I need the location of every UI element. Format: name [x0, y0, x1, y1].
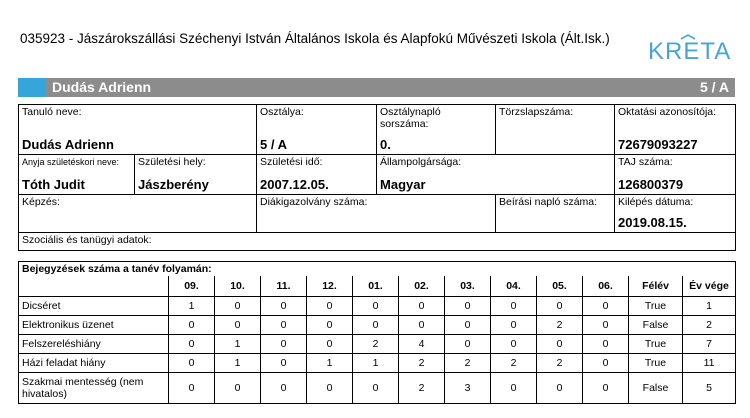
column-header: 09. [169, 276, 215, 297]
diary-no-value: 0. [380, 137, 391, 152]
table-cell: 0 [169, 373, 215, 404]
birthplace-label: Születési hely: [138, 156, 206, 168]
table-row [19, 373, 736, 404]
table-cell: 0 [261, 297, 307, 316]
table-cell: 0 [491, 297, 537, 316]
row-label: Házi feladat hiány [19, 354, 169, 373]
table-cell: 1 [215, 354, 261, 373]
table-cell: 5 [683, 373, 736, 404]
cell-birthplace [135, 155, 257, 195]
table-cell: 0 [353, 373, 399, 404]
class-value: 5 / A [260, 137, 287, 152]
diary-no-label: Osztálynapló sorszáma: [380, 106, 441, 130]
table-cell: 0 [445, 316, 491, 335]
birthdate-label: Születési idő: [260, 156, 323, 168]
table-cell: 0 [169, 316, 215, 335]
mother-value: Tóth Judit [22, 177, 85, 192]
table-cell: 0 [261, 354, 307, 373]
column-header: 11. [261, 276, 307, 297]
school-name: 035923 - Jászárokszállási Széchenyi István Általános Iskola és Alapfokú Művészeti Iskola (Ált.Isk.) [20, 31, 610, 46]
table-cell: 0 [353, 297, 399, 316]
cell-citizenship [377, 155, 615, 195]
cell-exit-date [615, 195, 736, 233]
table-row [19, 316, 736, 335]
column-header: 01. [353, 276, 399, 297]
table-row [19, 335, 736, 354]
table-row [19, 354, 736, 373]
title-bar-class: 5 / A [699, 79, 729, 95]
table-cell: 0 [215, 316, 261, 335]
cell-birthdate [257, 155, 377, 195]
table-cell: 1 [169, 297, 215, 316]
row-label: Elektronikus üzenet [19, 316, 169, 335]
table-cell: 0 [307, 316, 353, 335]
kreta-logo [648, 34, 730, 68]
column-header: 06. [583, 276, 629, 297]
table-cell: 0 [537, 297, 583, 316]
table-cell: 0 [491, 335, 537, 354]
table-cell: 0 [169, 335, 215, 354]
social-label: Szociális és tanügyi adatok: [22, 234, 152, 246]
column-header: 12. [307, 276, 353, 297]
table-cell: 0 [491, 373, 537, 404]
birthdate-value: 2007.12.05. [260, 177, 329, 192]
table-cell: 7 [683, 335, 736, 354]
student-card-label: Diákigazolvány száma: [260, 196, 368, 208]
cell-training [19, 195, 257, 233]
row-label: Felszereléshiány [19, 335, 169, 354]
table-cell: 0 [537, 373, 583, 404]
table-cell: 0 [169, 354, 215, 373]
table-cell: 0 [537, 335, 583, 354]
taj-label: TAJ száma: [618, 156, 673, 168]
table-cell: 2 [445, 354, 491, 373]
student-title-bar [18, 78, 735, 97]
table-cell: 0 [261, 373, 307, 404]
table-cell: True [629, 297, 683, 316]
column-header: 05. [537, 276, 583, 297]
column-header: 04. [491, 276, 537, 297]
edu-id-value: 72679093227 [618, 137, 698, 152]
table-cell: 0 [307, 335, 353, 354]
table-cell: 0 [215, 297, 261, 316]
table-cell: 0 [445, 297, 491, 316]
entries-corner [19, 276, 169, 297]
table-cell: False [629, 373, 683, 404]
table-cell: 0 [307, 297, 353, 316]
edu-id-label: Oktatási azonosítója: [618, 106, 717, 118]
table-cell: 2 [683, 316, 736, 335]
table-cell: 2 [537, 354, 583, 373]
cell-diary-no [377, 105, 496, 155]
table-cell: 0 [583, 297, 629, 316]
column-header: Félév [629, 276, 683, 297]
table-cell: 0 [399, 316, 445, 335]
column-header: 10. [215, 276, 261, 297]
enrol-diary-label: Beírási napló száma: [499, 196, 598, 208]
column-header: Év vége [683, 276, 736, 297]
table-cell: 0 [399, 297, 445, 316]
exit-date-label: Kilépés dátuma: [618, 196, 694, 208]
table-cell: 0 [491, 316, 537, 335]
cell-social [19, 233, 736, 251]
cell-student-card [257, 195, 496, 233]
table-cell: 0 [261, 316, 307, 335]
table-cell: 3 [445, 373, 491, 404]
training-label: Képzés: [22, 196, 60, 208]
table-cell: 2 [353, 335, 399, 354]
student-name-value: Dudás Adrienn [22, 137, 114, 152]
class-label: Osztálya: [260, 106, 304, 118]
cell-class [257, 105, 377, 155]
table-cell: 2 [399, 354, 445, 373]
mother-label: Anyja születéskori neve: [22, 157, 120, 167]
table-cell: 0 [353, 316, 399, 335]
table-cell: 1 [307, 354, 353, 373]
table-cell: 0 [215, 373, 261, 404]
table-cell: 0 [261, 335, 307, 354]
citizenship-value: Magyar [380, 177, 426, 192]
table-cell: 0 [583, 335, 629, 354]
cell-enrol-diary [496, 195, 615, 233]
student-name-label: Tanuló neve: [22, 106, 82, 118]
table-cell: 2 [491, 354, 537, 373]
table-cell: 4 [399, 335, 445, 354]
table-cell: 0 [583, 354, 629, 373]
title-bar-accent [18, 78, 46, 97]
birthplace-value: Jászberény [138, 177, 209, 192]
entries-title: Bejegyzések száma a tanév folyamán: [19, 262, 736, 277]
entries-header-row [19, 276, 736, 297]
table-cell: 1 [353, 354, 399, 373]
table-cell: 11 [683, 354, 736, 373]
citizenship-label: Állampolgársága: [380, 156, 462, 168]
cell-taj [615, 155, 736, 195]
table-cell: 2 [537, 316, 583, 335]
cell-register-no [496, 105, 615, 155]
student-info-table [18, 104, 736, 251]
column-header: 03. [445, 276, 491, 297]
register-no-label: Törzslapszáma: [499, 106, 574, 118]
table-row [19, 297, 736, 316]
table-cell: 1 [215, 335, 261, 354]
column-header: 02. [399, 276, 445, 297]
logo-wordmark: KRETA [648, 38, 732, 65]
cell-edu-id [615, 105, 736, 155]
title-bar-name: Dudás Adrienn [52, 79, 152, 95]
entries-table [18, 261, 736, 404]
table-cell: 0 [583, 316, 629, 335]
table-cell: 0 [445, 335, 491, 354]
table-cell: 0 [583, 373, 629, 404]
row-label: Dicséret [19, 297, 169, 316]
table-cell: 2 [399, 373, 445, 404]
cell-student-name [19, 105, 257, 155]
table-cell: True [629, 354, 683, 373]
table-cell: False [629, 316, 683, 335]
exit-date-value: 2019.08.15. [618, 215, 687, 230]
row-label: Szakmai mentesség (nem hivatalos) [19, 373, 169, 404]
table-cell: True [629, 335, 683, 354]
table-cell: 1 [683, 297, 736, 316]
taj-value: 126800379 [618, 177, 684, 192]
table-cell: 0 [307, 373, 353, 404]
cell-mother [19, 155, 135, 195]
